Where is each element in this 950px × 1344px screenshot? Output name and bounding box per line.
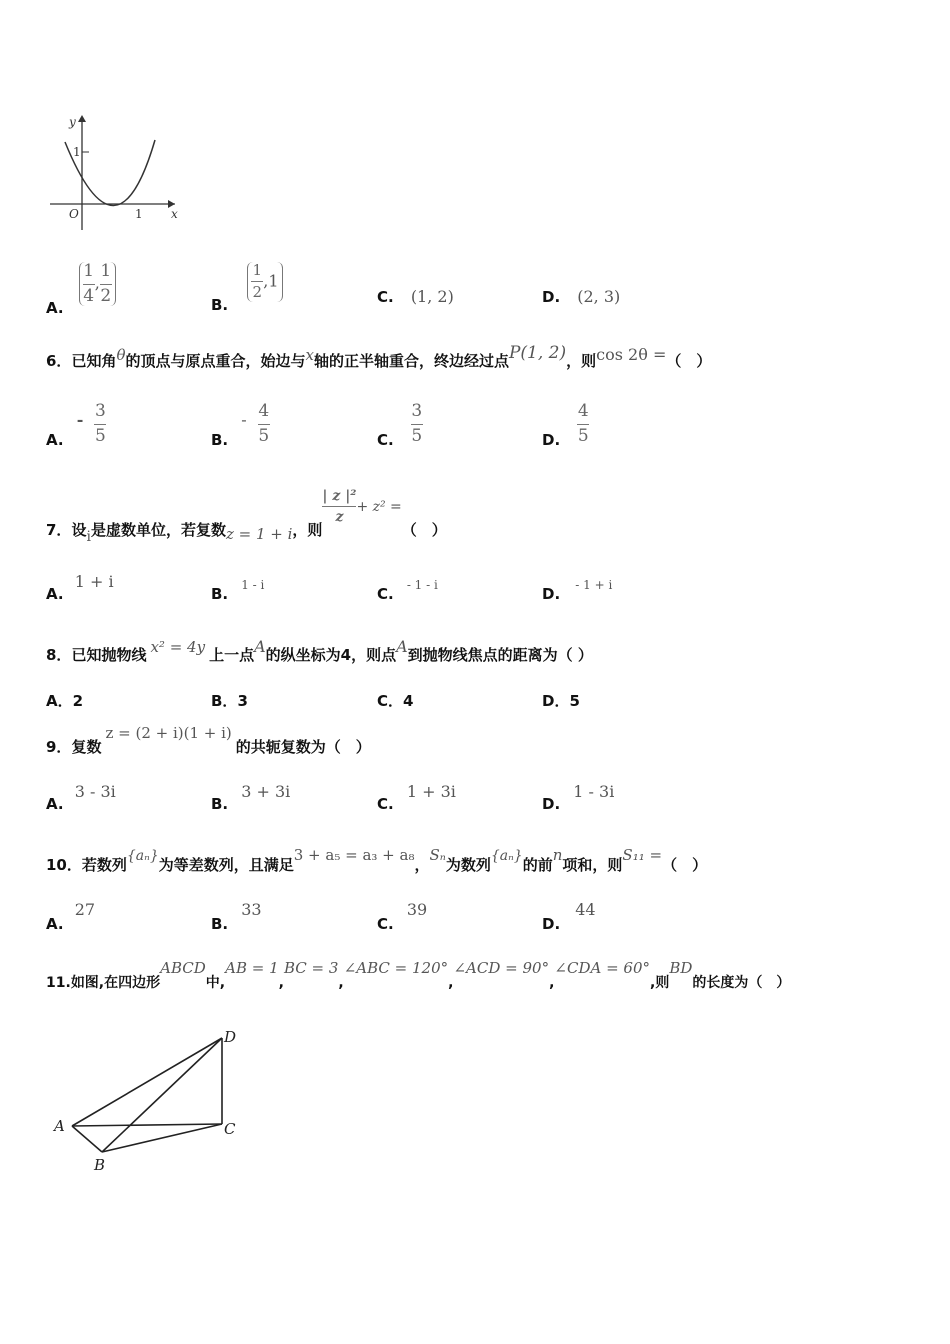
x-axis-label: x [171,207,178,221]
segment-ac [72,1124,222,1126]
question-9: 9．复数z = (2 + i)(1 + i)的共轭复数为（ ） [46,724,371,756]
parabola-graph [45,110,185,235]
y-axis-label: y [69,115,76,129]
q8-option-a[interactable]: A．2 [46,692,84,710]
q7-option-a[interactable]: A. 1 + i [46,572,114,603]
q9-option-c[interactable]: C. 1 + 3i [377,782,456,813]
q9-option-b[interactable]: B. 3 + 3i [211,782,291,813]
q8-option-b[interactable]: B．3 [211,692,248,710]
question-6: 6．已知角θ的顶点与原点重合，始边与x轴的正半轴重合，终边经过点P(1, 2)，则cos 2θ =（ ） [46,343,712,370]
vertex-b-label: B [94,1156,106,1174]
q7-option-c[interactable]: C. - 1 - i [377,578,438,603]
y-axis-arrow [78,115,86,122]
q8-option-c[interactable]: C．4 [377,692,414,710]
origin-label: O [69,207,79,221]
q5-option-d[interactable]: D. (2, 3) [542,287,621,306]
segment-bd [102,1038,222,1152]
question-7: 7．设i是虚数单位，若复数z = 1 + i，则 $\frac{\text{| z |²}}{z}$ + z² =（ ） [46,488,447,546]
q5-option-b[interactable]: B. $\frac{1}{2}$ ,1 [211,262,283,302]
vertex-a-label: A [54,1117,65,1135]
y-tick-label: 1 [73,145,81,159]
q5-option-c[interactable]: C. (1, 2) [377,287,454,306]
x-tick-label: 1 [135,207,143,221]
vertex-c-label: C [224,1120,236,1138]
q10-option-a[interactable]: A. 27 [46,900,96,933]
q10-option-d[interactable]: D. 44 [542,900,596,933]
q9-option-d[interactable]: D. 1 - 3i [542,782,615,813]
vertex-d-label: D [224,1028,237,1046]
q5-option-a[interactable]: A. $\frac{1}{4}$ , $\frac{1}{2}$ [46,262,116,306]
segment-bc [102,1124,222,1152]
q9-option-a[interactable]: A. 3 - 3i [46,782,116,813]
q7-option-d[interactable]: D. - 1 + i [542,578,613,603]
question-8: 8．已知抛物线 x² = 4y 上一点A的纵坐标为4，则点A到抛物线焦点的距离为（ ） [46,637,593,664]
q10-option-c[interactable]: C. 39 [377,900,428,933]
q6-option-a[interactable]: A. - $\frac{3}{5}$ [46,401,106,449]
question-11: 11.如图,在四边形ABCD中,AB = 1,BC = 3,∠ABC = 120°,∠ACD = 90°,∠CDA = 60°,则BD的长度为（ ） [46,959,791,991]
segment-ad [72,1038,222,1126]
quadrilateral-figure [50,1022,250,1182]
q8-option-d[interactable]: D．5 [542,692,580,710]
q10-option-b[interactable]: B. 33 [211,900,262,933]
q6-option-d[interactable]: D. $\frac{4}{5}$ [542,401,589,449]
q7-option-b[interactable]: B. 1 - i [211,578,265,603]
q6-option-c[interactable]: C. $\frac{3}{5}$ [377,401,423,449]
segment-ab [72,1126,102,1152]
question-10: 10．若数列{aₙ}为等差数列，且满足3 + a₅ = a₃ + a₈，Sₙ为数列{aₙ}的前n项和，则S₁₁ =（ ） [46,846,708,874]
q6-option-b[interactable]: B. - $\frac{4}{5}$ [211,401,270,449]
